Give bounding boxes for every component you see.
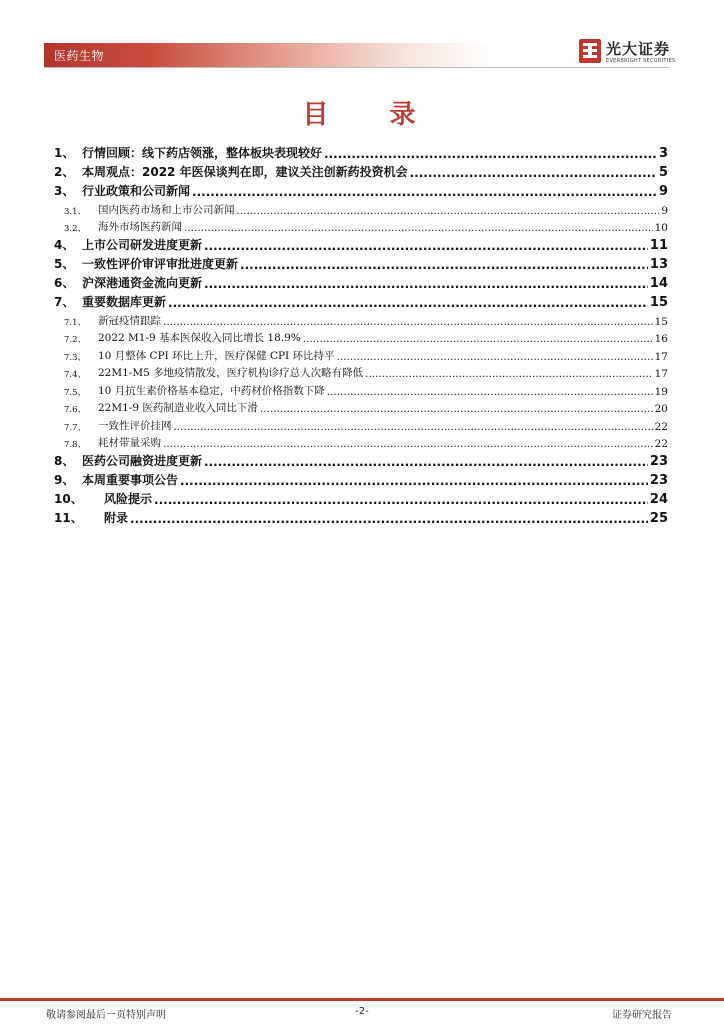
footer-divider (0, 998, 724, 1001)
toc-entry-page: 19 (654, 385, 668, 398)
toc-entry-page: 25 (649, 511, 668, 526)
toc-leader-dots (168, 296, 648, 310)
toc-entry-page: 10 (654, 222, 668, 234)
toc-leader-dots (184, 222, 653, 234)
toc-entry-number: 10、 (54, 492, 83, 506)
toc-leader-dots (163, 316, 653, 328)
toc-entry-number: 4、 (54, 238, 75, 252)
toc-leader-dots (174, 421, 653, 433)
toc-entry-number: 7.2、 (64, 335, 87, 345)
toc-entry-label: 重要数据库更新 (82, 295, 167, 309)
toc-entry-label: 10 月整体 CPI 环比上升，医疗保健 CPI 环比持平 (98, 349, 335, 362)
toc-entry-number: 3、 (54, 184, 75, 198)
toc-leader-dots (192, 185, 657, 199)
toc-entry-page: 14 (649, 276, 668, 291)
toc-entry[interactable] (54, 180, 668, 199)
toc-entry-page: 23 (649, 454, 668, 469)
toc-leader-dots (204, 239, 648, 253)
toc-entry-number: 7.1、 (64, 317, 87, 328)
toc-entry-page: 17 (654, 350, 668, 363)
toc-entry-label: 上市公司研发进度更新 (82, 238, 203, 252)
section-tag: 医药生物 (54, 49, 105, 63)
toc-entry-number: 1、 (54, 146, 75, 160)
toc-entry-number: 11、 (54, 511, 83, 525)
toc-leader-dots (365, 368, 653, 380)
toc-entry-number: 7.3、 (64, 352, 87, 363)
toc-entry-page: 5 (658, 165, 668, 180)
toc-entry-number: 7.6、 (64, 405, 87, 415)
toc-entry-page: 24 (649, 492, 668, 507)
logo-text-cn: 光大证券 (606, 40, 671, 58)
logo-mark-icon (578, 38, 602, 64)
toc-entry[interactable] (54, 199, 668, 217)
toc-entry-number: 6、 (54, 276, 75, 290)
toc-entry-page: 15 (649, 295, 668, 310)
toc-entry-number: 3.1、 (64, 206, 87, 217)
toc-leader-dots (130, 512, 648, 526)
toc-entry-number: 8、 (54, 454, 75, 468)
toc-leader-dots (410, 166, 657, 180)
toc-entry-number: 9、 (54, 473, 75, 487)
toc-entry[interactable] (54, 253, 668, 272)
toc-leader-dots (327, 386, 653, 398)
toc-entry[interactable] (54, 217, 668, 235)
toc-entry[interactable] (54, 310, 668, 328)
toc-entry[interactable] (54, 363, 668, 381)
toc-entry-label: 新冠疫情跟踪 (98, 314, 161, 327)
toc-entry-number: 5、 (54, 257, 75, 271)
toc-entry[interactable] (54, 469, 668, 488)
toc-entry-page: 23 (649, 473, 668, 488)
toc-leader-dots (204, 455, 648, 469)
toc-entry-label: 本周重要事项公告 (82, 473, 179, 487)
toc-entry[interactable] (54, 345, 668, 363)
toc-entry-label: 国内医药市场和上市公司新闻 (98, 203, 235, 216)
table-of-contents (54, 142, 668, 526)
toc-entry[interactable] (54, 398, 668, 416)
toc-entry-number: 7.8、 (64, 440, 87, 450)
toc-entry-label: 22M1-M5 多地疫情散发，医疗机构诊疗总人次略有降低 (98, 367, 364, 379)
page-number: -2- (355, 1006, 369, 1017)
toc-entry-label: 海外市场医药新闻 (98, 221, 182, 233)
toc-entry[interactable] (54, 234, 668, 253)
toc-leader-dots (303, 333, 653, 345)
toc-entry-page: 16 (654, 333, 668, 345)
toc-leader-dots (337, 351, 653, 363)
toc-entry-page: 20 (654, 403, 668, 415)
toc-leader-dots (240, 258, 648, 272)
toc-entry-page: 15 (654, 315, 668, 328)
toc-leader-dots (154, 493, 648, 507)
toc-entry-label: 2022 M1-9 基本医保收入同比增长 18.9% (98, 332, 301, 344)
toc-leader-dots (324, 147, 657, 161)
toc-title: 目 录 (302, 100, 442, 130)
toc-entry-page: 13 (649, 257, 668, 272)
toc-entry-page: 3 (658, 146, 668, 161)
toc-leader-dots (204, 277, 648, 291)
toc-leader-dots (260, 403, 653, 415)
footer-disclaimer: 敬请参阅最后一页特别声明 (46, 1010, 166, 1021)
company-logo (578, 37, 674, 67)
toc-entry[interactable] (54, 507, 668, 526)
header-divider (44, 67, 670, 68)
toc-entry-label: 22M1-9 医药制造业收入同比下滑 (98, 402, 258, 414)
toc-entry[interactable] (54, 142, 668, 161)
toc-entry[interactable] (54, 415, 668, 433)
toc-entry-label: 本周观点：2022 年医保谈判在即，建议关注创新药投资机会 (82, 165, 408, 179)
toc-leader-dots (237, 205, 660, 217)
toc-entry-number: 7.4、 (64, 370, 87, 380)
toc-entry-page: 9 (661, 204, 668, 217)
toc-entry[interactable] (54, 433, 668, 451)
toc-entry[interactable] (54, 272, 668, 291)
toc-entry[interactable] (54, 380, 668, 398)
toc-entry-label: 医药公司融资进度更新 (82, 454, 203, 468)
footer-report-type: 证券研究报告 (612, 1010, 672, 1021)
toc-entry-page: 11 (649, 238, 668, 253)
toc-entry-page: 17 (654, 368, 668, 380)
toc-entry[interactable] (54, 291, 668, 310)
toc-entry[interactable] (54, 450, 668, 469)
toc-entry-page: 22 (654, 438, 668, 450)
toc-entry-label: 风险提示 (104, 492, 153, 506)
toc-entry-number: 2、 (54, 165, 75, 179)
header-section-bar (44, 43, 494, 67)
toc-entry[interactable] (54, 328, 668, 346)
toc-entry-label: 耗材带量采购 (98, 437, 161, 449)
toc-leader-dots (163, 438, 653, 450)
toc-entry-number: 7.5、 (64, 387, 87, 398)
toc-entry[interactable] (54, 488, 668, 507)
toc-entry-label: 一致性评价挂网 (98, 419, 172, 432)
toc-leader-dots (180, 474, 648, 488)
toc-entry-label: 10 月抗生素价格基本稳定，中药材价格指数下降 (98, 384, 325, 397)
toc-entry-page: 22 (654, 420, 668, 433)
toc-entry[interactable] (54, 161, 668, 180)
toc-entry-number: 7.7、 (64, 422, 87, 433)
toc-entry-label: 一致性评价审评审批进度更新 (82, 257, 239, 271)
toc-entry-number: 7、 (54, 295, 75, 309)
logo-text-en: EVERBRIGHT SECURITIES (606, 58, 676, 64)
toc-entry-label: 行业政策和公司新闻 (82, 184, 191, 198)
toc-entry-number: 3.2、 (64, 224, 87, 234)
toc-entry-label: 沪深港通资金流向更新 (82, 276, 203, 290)
toc-entry-label: 行情回顾：线下药店领涨，整体板块表现较好 (82, 146, 323, 160)
toc-entry-page: 9 (658, 184, 668, 199)
toc-entry-label: 附录 (104, 511, 129, 525)
